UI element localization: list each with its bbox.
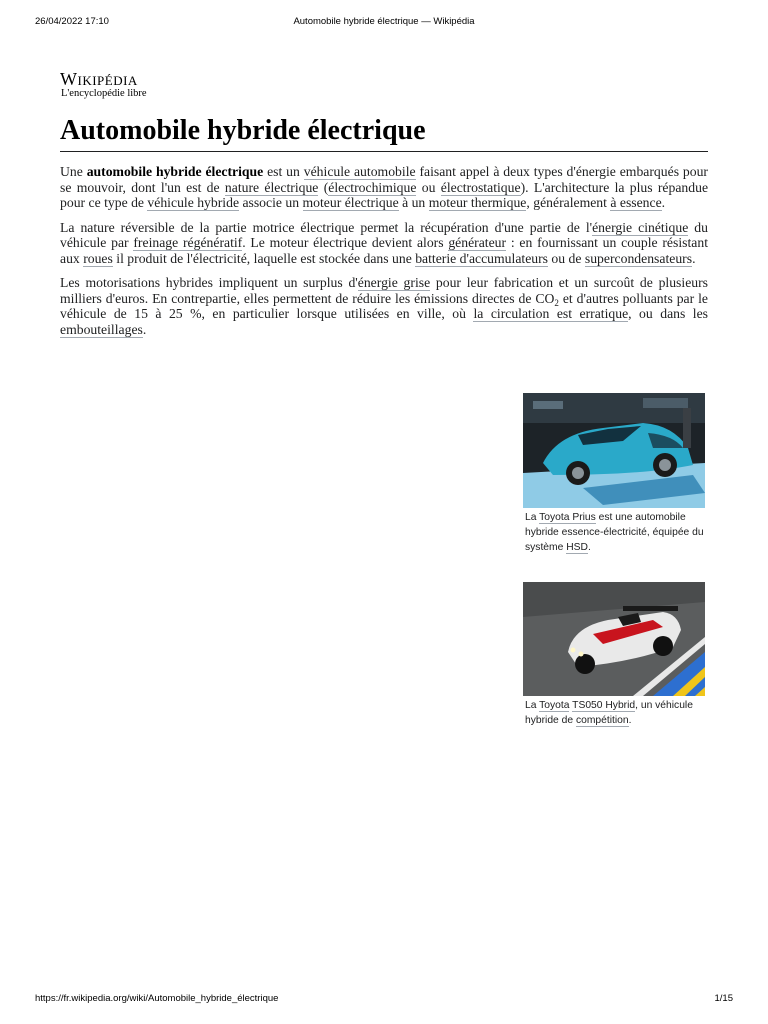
- link-moteur-thermique[interactable]: moteur thermique: [428, 195, 527, 210]
- toyota-ts050-photo[interactable]: [523, 582, 705, 696]
- text: .: [587, 542, 591, 553]
- figure-toyota-prius: [523, 393, 706, 555]
- page-title: Automobile hybride électrique: [60, 113, 708, 152]
- link-hsd[interactable]: HSD: [566, 542, 588, 553]
- link-energie-grise[interactable]: énergie grise: [357, 275, 431, 290]
- text: Une: [60, 164, 87, 179]
- link-moteur-electrique[interactable]: moteur électrique: [302, 195, 399, 210]
- text: .: [628, 715, 632, 726]
- paragraph-recuperation: [60, 220, 708, 267]
- text: ). L'architecture la plus répandue pour ce type de: [60, 179, 709, 210]
- link-vehicule-automobile[interactable]: véhicule automobile: [303, 164, 416, 179]
- paragraph-intro: [60, 164, 708, 211]
- toyota-prius-photo[interactable]: [523, 393, 705, 508]
- bold-term: automobile hybride électrique: [86, 164, 264, 179]
- print-datetime: 26/04/2022 17:10: [35, 16, 109, 27]
- text: . Le moteur électrique devient alors: [242, 235, 449, 250]
- logo-wordmark: Wikipédia: [60, 69, 138, 89]
- text: pour leur fabrication et un surcoût de plusieurs milliers d'euros. En contrepartie, elles permettent de réduire les émissions directes de CO: [60, 275, 708, 306]
- print-doc-title: Automobile hybride électrique — Wikipédia: [293, 16, 475, 27]
- link-generateur[interactable]: générateur: [448, 235, 507, 250]
- subscript: 2: [554, 297, 559, 308]
- logo-tagline: L'encyclopédie libre: [61, 88, 147, 99]
- text: ou de: [548, 250, 585, 266]
- wikipedia-logo[interactable]: [60, 70, 147, 100]
- figure-caption: [523, 696, 706, 728]
- text: associe un: [239, 195, 303, 210]
- text: il produit de l'électricité, laquelle est stockée dans une: [112, 250, 416, 266]
- paragraph-emissions: [60, 275, 708, 337]
- text: et d'autres polluants par le véhicule de 15 à 25 %, en particulier lorsque utilisées en ville, où: [60, 290, 708, 321]
- text: .: [661, 195, 666, 210]
- link-embouteillages[interactable]: embouteillages: [60, 321, 143, 337]
- text: est une automobile hybride essence-électricité, équipée du système: [525, 512, 704, 553]
- link-essence[interactable]: à essence: [610, 195, 662, 210]
- text: , un véhicule hybride de: [525, 700, 693, 726]
- text: La: [525, 512, 540, 523]
- text: faisant appel à deux types d'énergie embarqués pour se mouvoir, dont l'un est de: [60, 164, 708, 195]
- link-supercondensateurs[interactable]: supercondensateurs: [584, 250, 693, 266]
- text: : en fournissant un couple résistant aux: [60, 235, 708, 266]
- article-body: [60, 164, 708, 346]
- text: du véhicule par: [60, 219, 708, 250]
- text: est un: [263, 164, 304, 179]
- link-freinage-regeneratif[interactable]: freinage régénératif: [133, 235, 243, 250]
- text: , ou dans les: [628, 306, 708, 321]
- link-ts050-hybrid[interactable]: TS050 Hybrid: [572, 700, 636, 711]
- figure-caption: [523, 508, 706, 555]
- page-indicator: 1/15: [714, 993, 733, 1004]
- text: Les motorisations hybrides impliquent un surplus d': [60, 275, 358, 290]
- print-header: [0, 16, 768, 30]
- text: .: [692, 250, 696, 266]
- print-footer: [0, 993, 768, 1007]
- link-electrochimique[interactable]: électrochimique: [328, 179, 417, 195]
- text: à un: [398, 195, 429, 210]
- link-batterie-accumulateurs[interactable]: batterie d'accumulateurs: [415, 250, 548, 266]
- link-circulation-erratique[interactable]: la circulation est erratique: [473, 306, 629, 321]
- text: (: [318, 179, 329, 195]
- text: La: [525, 700, 540, 711]
- link-vehicule-hybride[interactable]: véhicule hybride: [147, 195, 240, 210]
- text: La nature réversible de la partie motrice électrique permet la récupération d'une partie de l': [60, 219, 593, 235]
- print-url[interactable]: https://fr.wikipedia.org/wiki/Automobile_hybride_électrique: [35, 993, 279, 1004]
- text: .: [142, 321, 147, 337]
- link-energie-cinetique[interactable]: énergie cinétique: [592, 219, 689, 235]
- text: ou: [416, 179, 441, 195]
- link-toyota[interactable]: Toyota: [539, 700, 570, 711]
- link-roues[interactable]: roues: [83, 250, 113, 266]
- text: , généralement: [526, 195, 611, 210]
- link-toyota-prius[interactable]: Toyota Prius: [539, 512, 596, 523]
- figure-toyota-ts050: [523, 582, 706, 728]
- link-nature-electrique[interactable]: nature électrique: [224, 179, 319, 195]
- link-electrostatique[interactable]: électrostatique: [440, 179, 521, 195]
- link-competition[interactable]: compétition: [575, 715, 629, 726]
